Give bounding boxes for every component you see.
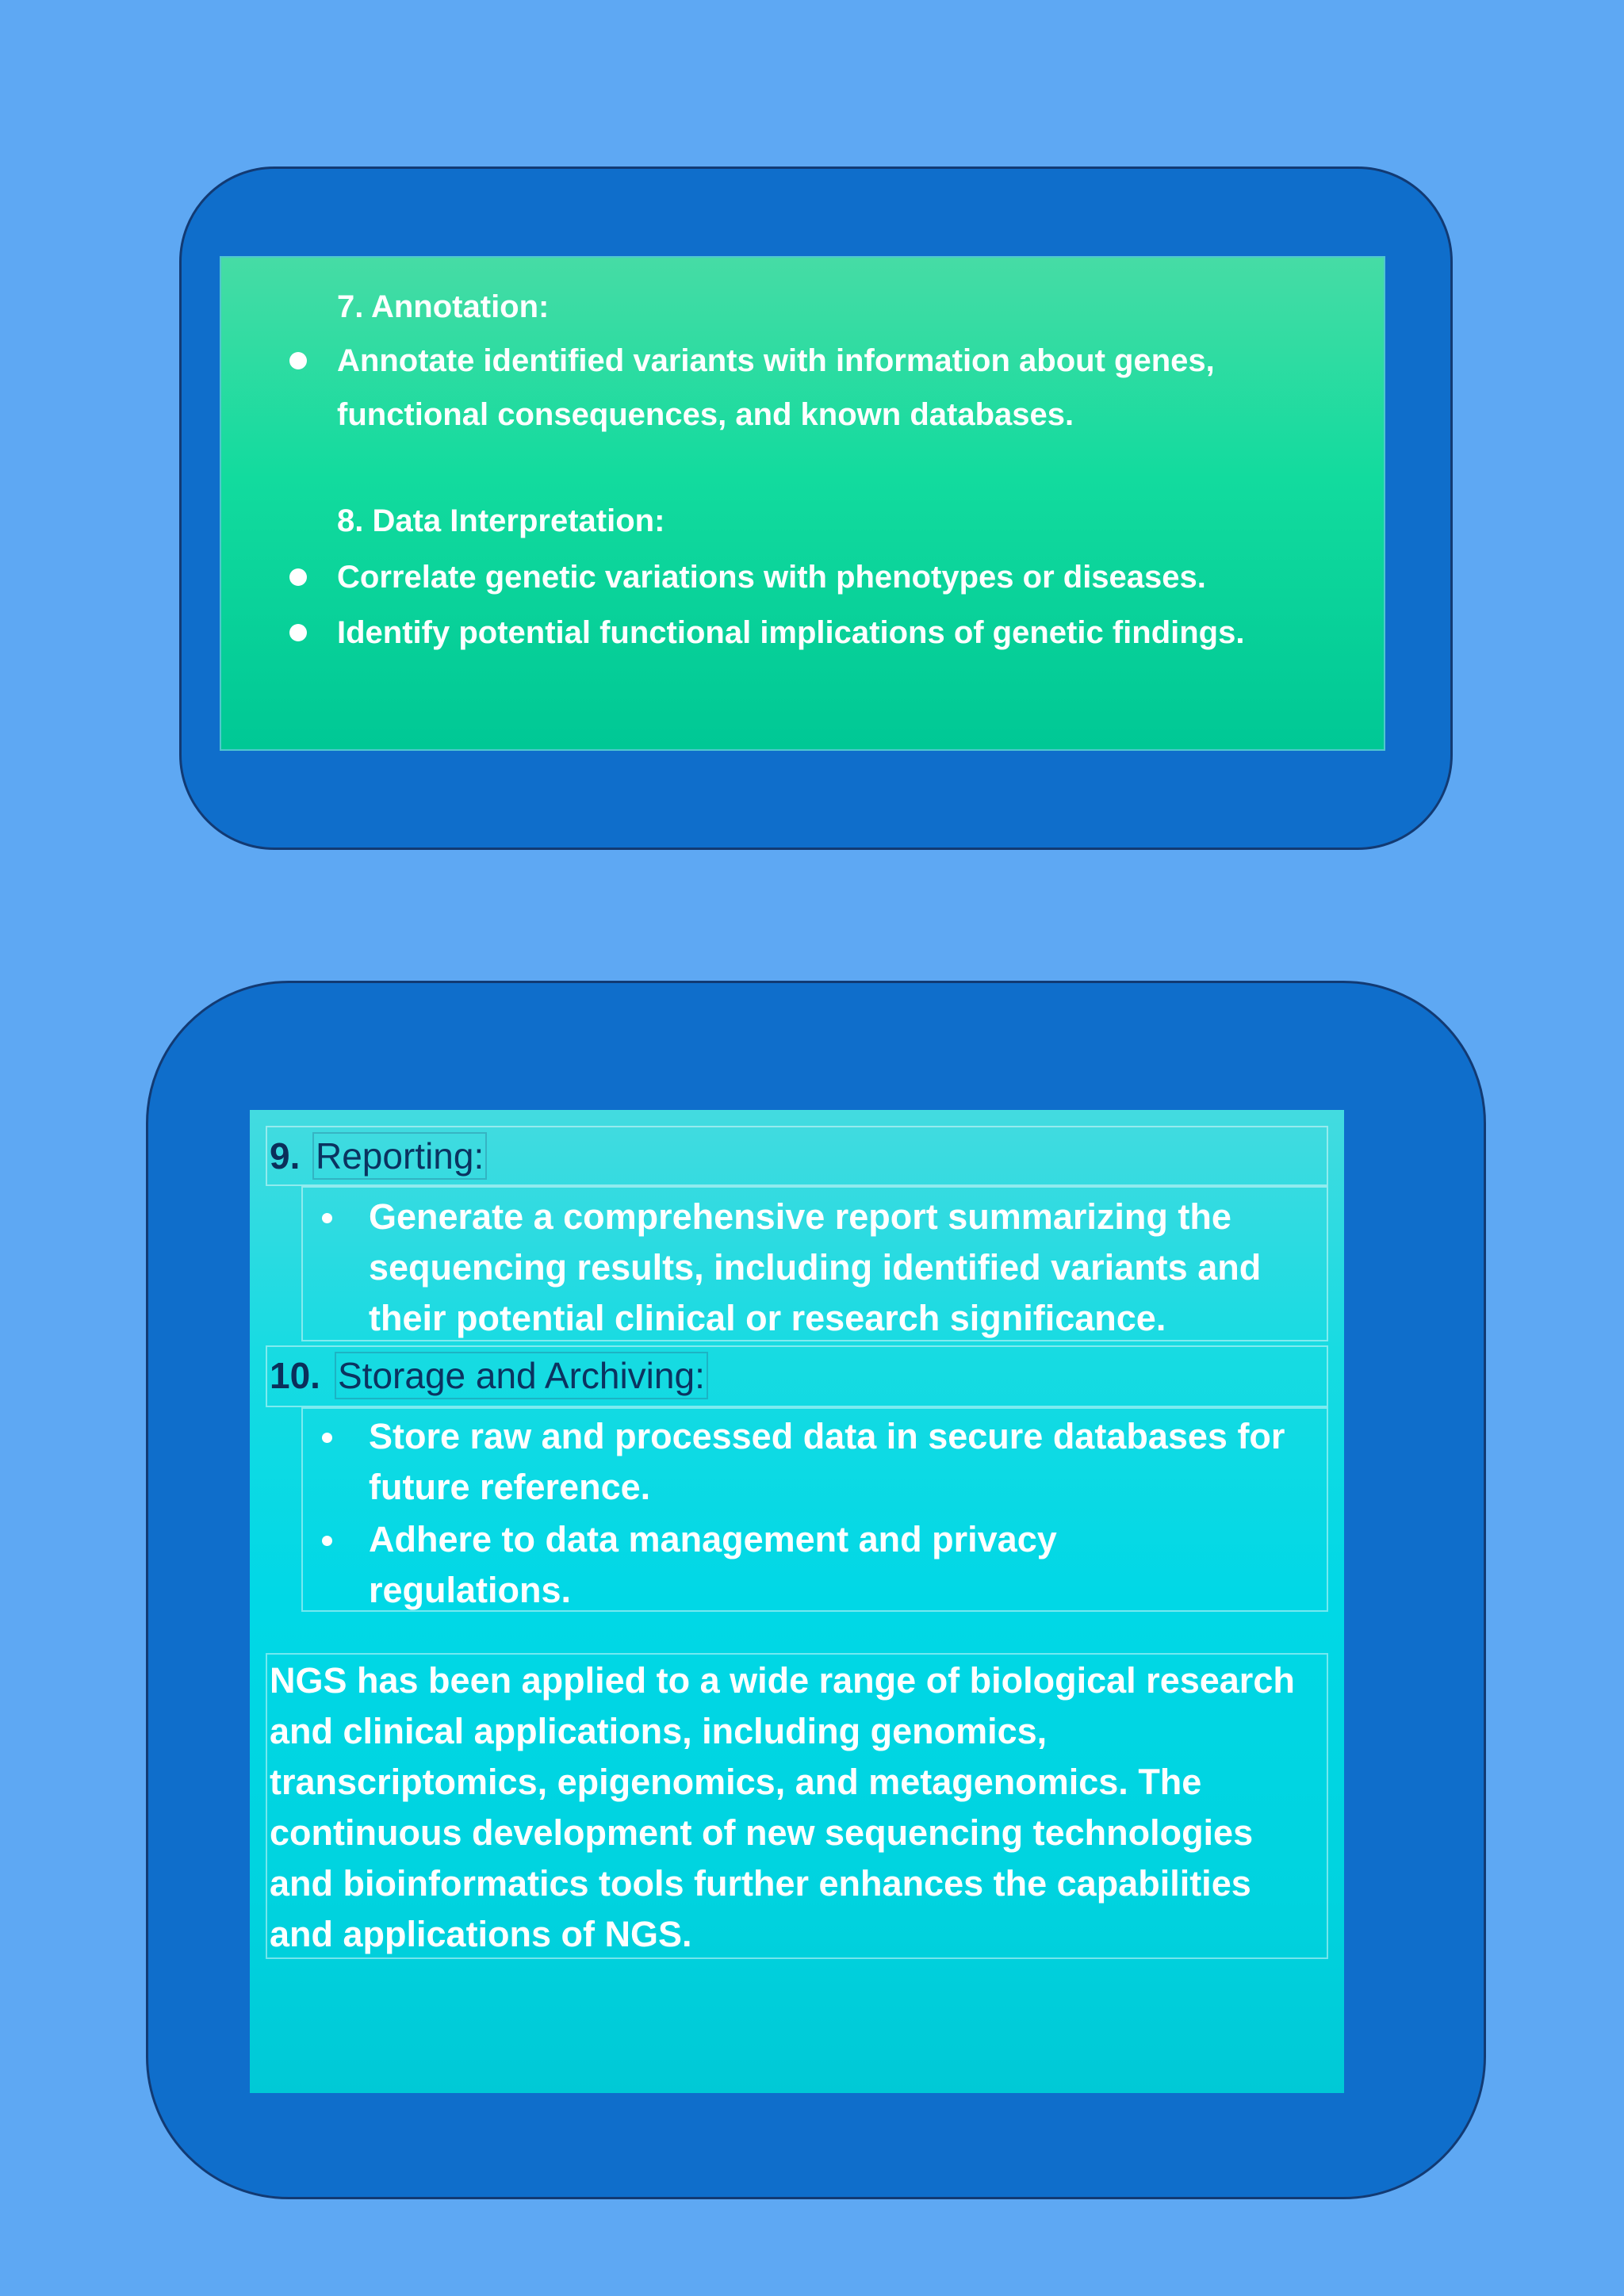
- reporting-item: Generate a comprehensive report summarizing the sequencing results, including identified variants and their potential clinical or research significance.: [369, 1196, 1262, 1338]
- storage-number: 10.: [270, 1355, 320, 1396]
- interpretation-item: Correlate genetic variations with phenotypes or diseases.: [337, 560, 1206, 595]
- bullet-dot: [322, 1536, 332, 1546]
- storage-item: Store raw and processed data in secure databases for future reference.: [369, 1416, 1285, 1507]
- annotation-heading: 7. Annotation:: [337, 289, 550, 324]
- reporting-number: 9.: [270, 1135, 301, 1177]
- bullet-dot: [322, 1213, 332, 1223]
- interpretation-heading: 8. Data Interpretation:: [337, 503, 665, 538]
- interpretation-item: Identify potential functional implications of genetic findings.: [337, 615, 1245, 650]
- bullet-dot: [289, 624, 307, 641]
- annotation-item: Annotate identified variants with information about genes, functional consequences, and known databases.: [337, 343, 1215, 432]
- storage-item: Adhere to data management and privacy regulations.: [369, 1519, 1057, 1610]
- bullet-dot: [289, 568, 307, 586]
- bullet-dot: [322, 1433, 332, 1443]
- bullet-dot: [289, 352, 307, 369]
- reporting-title: Reporting:: [312, 1132, 487, 1180]
- storage-title: Storage and Archiving:: [335, 1352, 708, 1399]
- summary-paragraph: NGS has been applied to a wide range of biological research and clinical applications, including genomics, transcriptomics, epigenomics, and metagenomics. The continuous development of new sequencing technologies and bioinformatics tools further enhances the capabilities and applications of NGS.: [270, 1660, 1295, 1954]
